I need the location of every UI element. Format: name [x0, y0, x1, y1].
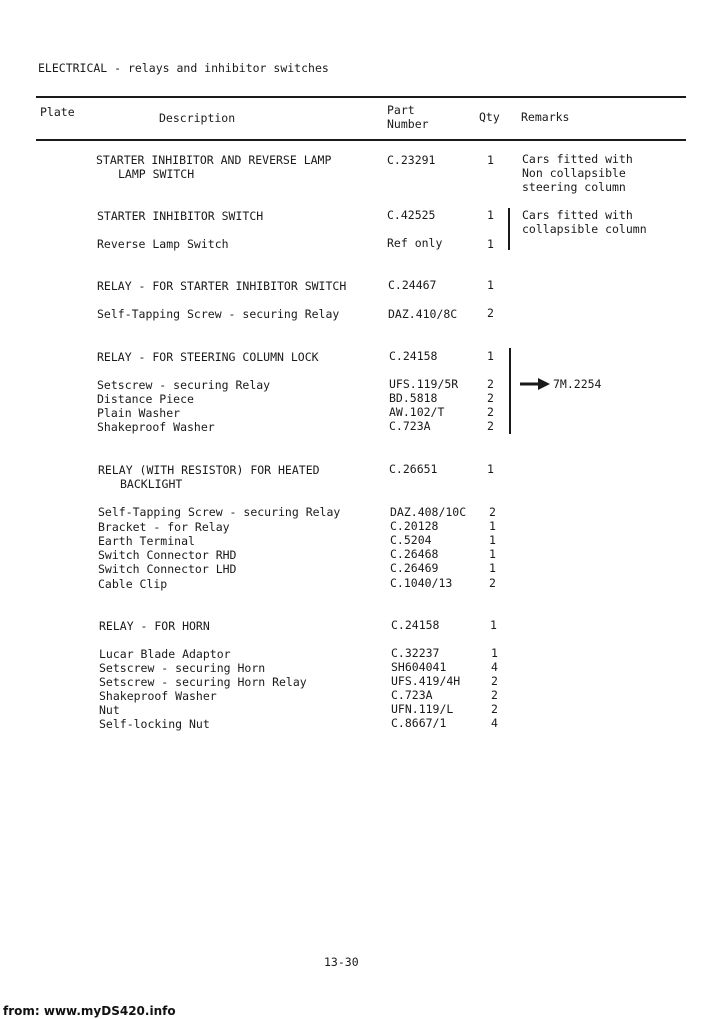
header-part-line2: Number	[387, 117, 429, 131]
row-qty: 2	[487, 391, 494, 405]
row-desc: STARTER INHIBITOR AND REVERSE LAMP	[96, 153, 332, 167]
row-remarks: Cars fitted with	[522, 208, 633, 222]
bracket-line	[509, 348, 511, 434]
header-bottom-rule	[36, 139, 686, 141]
row-desc: Self-locking Nut	[99, 717, 210, 731]
bracket-line	[508, 208, 510, 250]
row-part: DAZ.408/10C	[390, 505, 467, 519]
row-qty: 1	[489, 533, 496, 547]
row-qty: 1	[490, 618, 497, 632]
row-desc: Nut	[99, 703, 120, 717]
header-part-number	[387, 103, 429, 131]
row-qty: 1	[487, 462, 494, 476]
row-qty: 2	[487, 306, 494, 320]
row-qty: 2	[489, 576, 496, 590]
row-qty: 2	[489, 505, 496, 519]
row-desc: Setscrew - securing Horn Relay	[99, 675, 307, 689]
row-desc: Earth Terminal	[98, 534, 195, 548]
row-remarks: collapsible column	[522, 222, 647, 236]
row-qty: 2	[491, 702, 498, 716]
row-desc: Distance Piece	[97, 392, 194, 406]
row-part: C.42525	[387, 208, 436, 222]
row-qty: 1	[487, 237, 494, 251]
group-reference: 7M.2254	[553, 377, 602, 391]
row-part: C.26468	[390, 547, 439, 561]
row-qty: 1	[487, 349, 494, 363]
row-qty: 2	[487, 405, 494, 419]
row-part: C.32237	[391, 646, 440, 660]
footer-source: from: www.myDS420.info	[3, 1004, 176, 1018]
row-remarks: steering column	[522, 180, 626, 194]
row-desc: RELAY - FOR STEERING COLUMN LOCK	[97, 350, 319, 364]
row-qty: 2	[487, 377, 494, 391]
row-desc: LAMP SWITCH	[118, 167, 195, 181]
row-desc: RELAY (WITH RESISTOR) FOR HEATED	[98, 463, 320, 477]
row-part: C.8667/1	[391, 716, 447, 730]
row-part: C.24467	[388, 278, 437, 292]
row-part: C.24158	[391, 618, 440, 632]
row-qty: 1	[489, 561, 496, 575]
row-part: AW.102/T	[389, 405, 445, 419]
row-qty: 1	[491, 646, 498, 660]
row-qty: 4	[491, 660, 498, 674]
row-qty: 1	[489, 547, 496, 561]
row-qty: 4	[491, 716, 498, 730]
row-part: C.23291	[387, 153, 436, 167]
row-part: UFS.119/5R	[389, 377, 459, 391]
row-qty: 1	[487, 208, 494, 222]
row-qty: 1	[489, 519, 496, 533]
row-part: C.24158	[389, 349, 438, 363]
row-desc: Bracket - for Relay	[98, 520, 230, 534]
row-part: C.723A	[391, 688, 433, 702]
row-qty: 1	[487, 278, 494, 292]
row-desc: RELAY - FOR STARTER INHIBITOR SWITCH	[97, 279, 347, 293]
row-part: BD.5818	[389, 391, 438, 405]
header-plate: Plate	[40, 105, 75, 119]
row-part: C.1040/13	[390, 576, 453, 590]
row-part: Ref only	[387, 236, 443, 250]
row-desc: Self-Tapping Screw - securing Relay	[97, 307, 340, 321]
row-part: C.20128	[390, 519, 439, 533]
page-title: ELECTRICAL - relays and inhibitor switches	[38, 61, 329, 75]
row-qty: 2	[487, 419, 494, 433]
header-part-line1: Part	[387, 103, 415, 117]
row-part: C.26469	[390, 561, 439, 575]
row-desc: Shakeproof Washer	[97, 420, 215, 434]
row-desc: Switch Connector LHD	[98, 562, 237, 576]
row-remarks: Non collapsible	[522, 166, 626, 180]
row-desc: Switch Connector RHD	[98, 548, 237, 562]
row-part: UFN.119/L	[391, 702, 454, 716]
row-desc: Reverse Lamp Switch	[97, 237, 229, 251]
row-part: DAZ.410/8C	[388, 307, 458, 321]
row-desc: BACKLIGHT	[120, 477, 183, 491]
header-description: Description	[159, 111, 236, 125]
row-qty: 2	[491, 674, 498, 688]
header-remarks: Remarks	[521, 110, 570, 124]
row-desc: STARTER INHIBITOR SWITCH	[97, 209, 264, 223]
row-part: C.26651	[389, 462, 438, 476]
row-remarks: Cars fitted with	[522, 152, 633, 166]
row-desc: Self-Tapping Screw - securing Relay	[98, 505, 341, 519]
row-desc: Cable Clip	[98, 577, 168, 591]
row-desc: Setscrew - securing Relay	[97, 378, 271, 392]
arrow-right-icon	[520, 377, 552, 391]
row-desc: Plain Washer	[97, 406, 181, 420]
row-desc: RELAY - FOR HORN	[99, 619, 210, 633]
row-part: C.723A	[389, 419, 431, 433]
row-desc: Shakeproof Washer	[99, 689, 217, 703]
header-qty: Qty	[479, 110, 500, 124]
page-number: 13-30	[324, 955, 359, 969]
row-qty: 1	[487, 153, 494, 167]
row-desc: Setscrew - securing Horn	[99, 661, 266, 675]
row-desc: Lucar Blade Adaptor	[99, 647, 231, 661]
row-part: UFS.419/4H	[391, 674, 461, 688]
row-part: SH604041	[391, 660, 447, 674]
row-part: C.5204	[390, 533, 432, 547]
header-top-rule	[36, 96, 686, 98]
row-qty: 2	[491, 688, 498, 702]
